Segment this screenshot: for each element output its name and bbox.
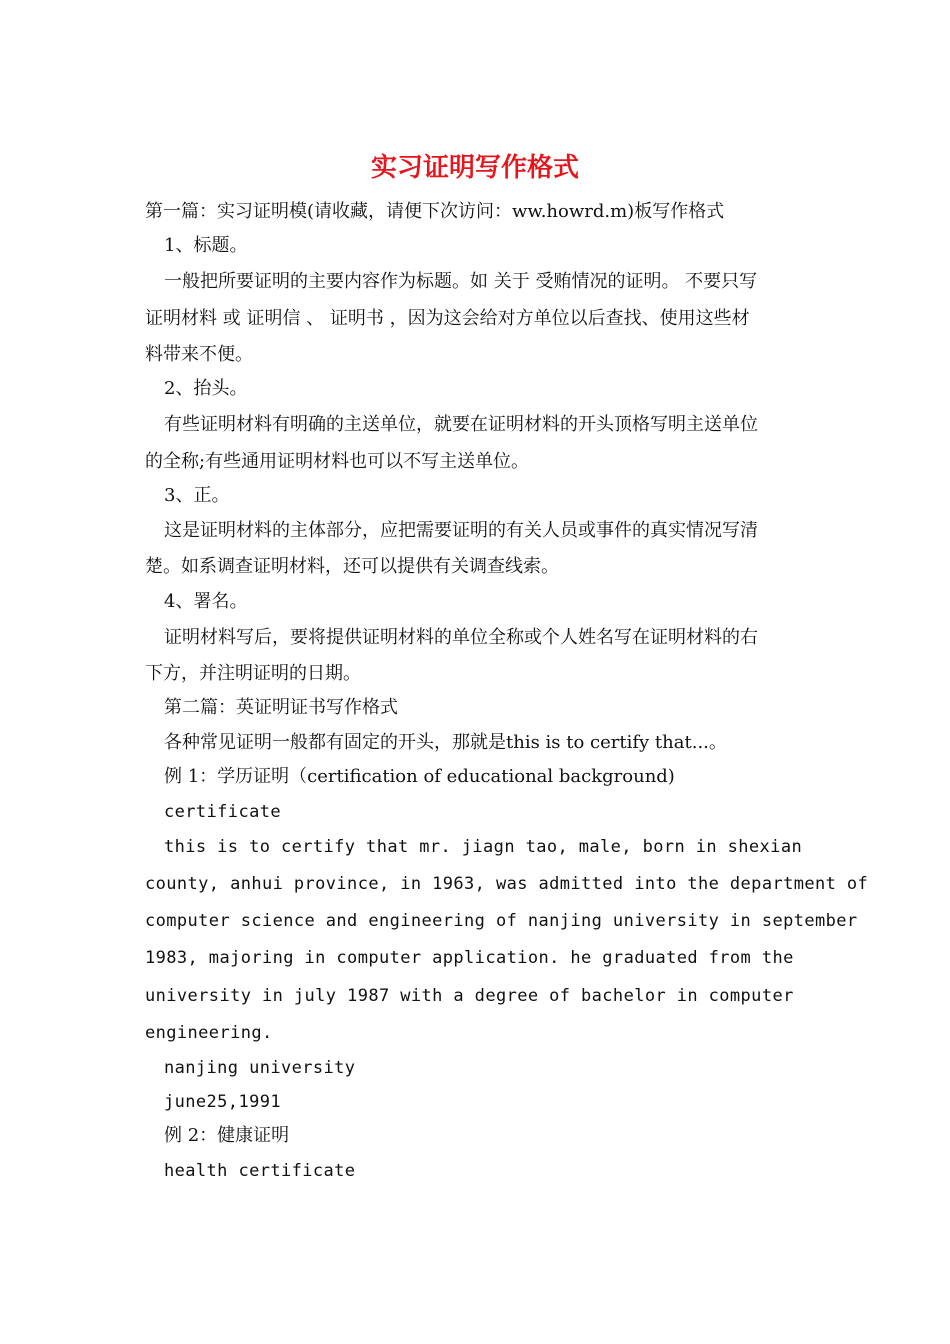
text-line: 一般把所要证明的主要内容作为标题。如 关于 受贿情况的证明。 不要只写 <box>164 271 758 292</box>
text-line: 证明材料 或 证明信 、 证明书 ，因为这会给对方单位以后查找、使用这些材 <box>145 308 750 329</box>
text-line: this is to certify that mr. jiagn tao, male, born in shexian <box>164 837 803 857</box>
text-line: 料带来不便。 <box>145 344 253 365</box>
text-line: 例 2：健康证明 <box>164 1125 290 1146</box>
text-line: university in july 1987 with a degree of bachelor in computer <box>145 986 794 1006</box>
text-line: 的全称;有些通用证明材料也可以不写主送单位。 <box>145 451 530 472</box>
text-line: 第一篇：实习证明模(请收藏，请便下次访问：ww.howrd.m)板写作格式 <box>145 201 725 222</box>
document-title: 实习证明写作格式 <box>370 153 579 183</box>
text-line: 例 1：学历证明（certification of educational background) <box>164 766 675 787</box>
text-line: 3、正。 <box>164 485 230 506</box>
text-line: computer science and engineering of nanjing university in september <box>145 911 858 931</box>
text-line: nanjing university <box>164 1058 356 1078</box>
text-line: county, anhui province, in 1963, was admitted into the department of <box>145 874 869 894</box>
text-line: 这是证明材料的主体部分，应把需要证明的有关人员或事件的真实情况写清 <box>164 520 758 541</box>
text-line: 证明材料写后，要将提供证明材料的单位全称或个人姓名写在证明材料的右 <box>164 627 758 648</box>
text-line: engineering. <box>145 1023 273 1043</box>
text-line: 4、署名。 <box>164 591 248 612</box>
text-line: 第二篇：英证明证书写作格式 <box>164 697 398 718</box>
text-line: 各种常见证明一般都有固定的开头，那就是this is to certify that...。 <box>164 732 727 753</box>
text-line: 下方，并注明证明的日期。 <box>145 663 361 684</box>
text-line: 有些证明材料有明确的主送单位，就要在证明材料的开头顶格写明主送单位 <box>164 414 758 435</box>
text-line: 1983, majoring in computer application. he graduated from the <box>145 948 794 968</box>
text-line: 楚。如系调查证明材料，还可以提供有关调查线索。 <box>145 556 559 577</box>
text-line: 2、抬头。 <box>164 378 248 399</box>
text-line: health certificate <box>164 1161 356 1181</box>
text-line: 1、标题。 <box>164 235 248 256</box>
text-line: certificate <box>164 802 281 822</box>
text-line: june25,1991 <box>164 1092 281 1112</box>
